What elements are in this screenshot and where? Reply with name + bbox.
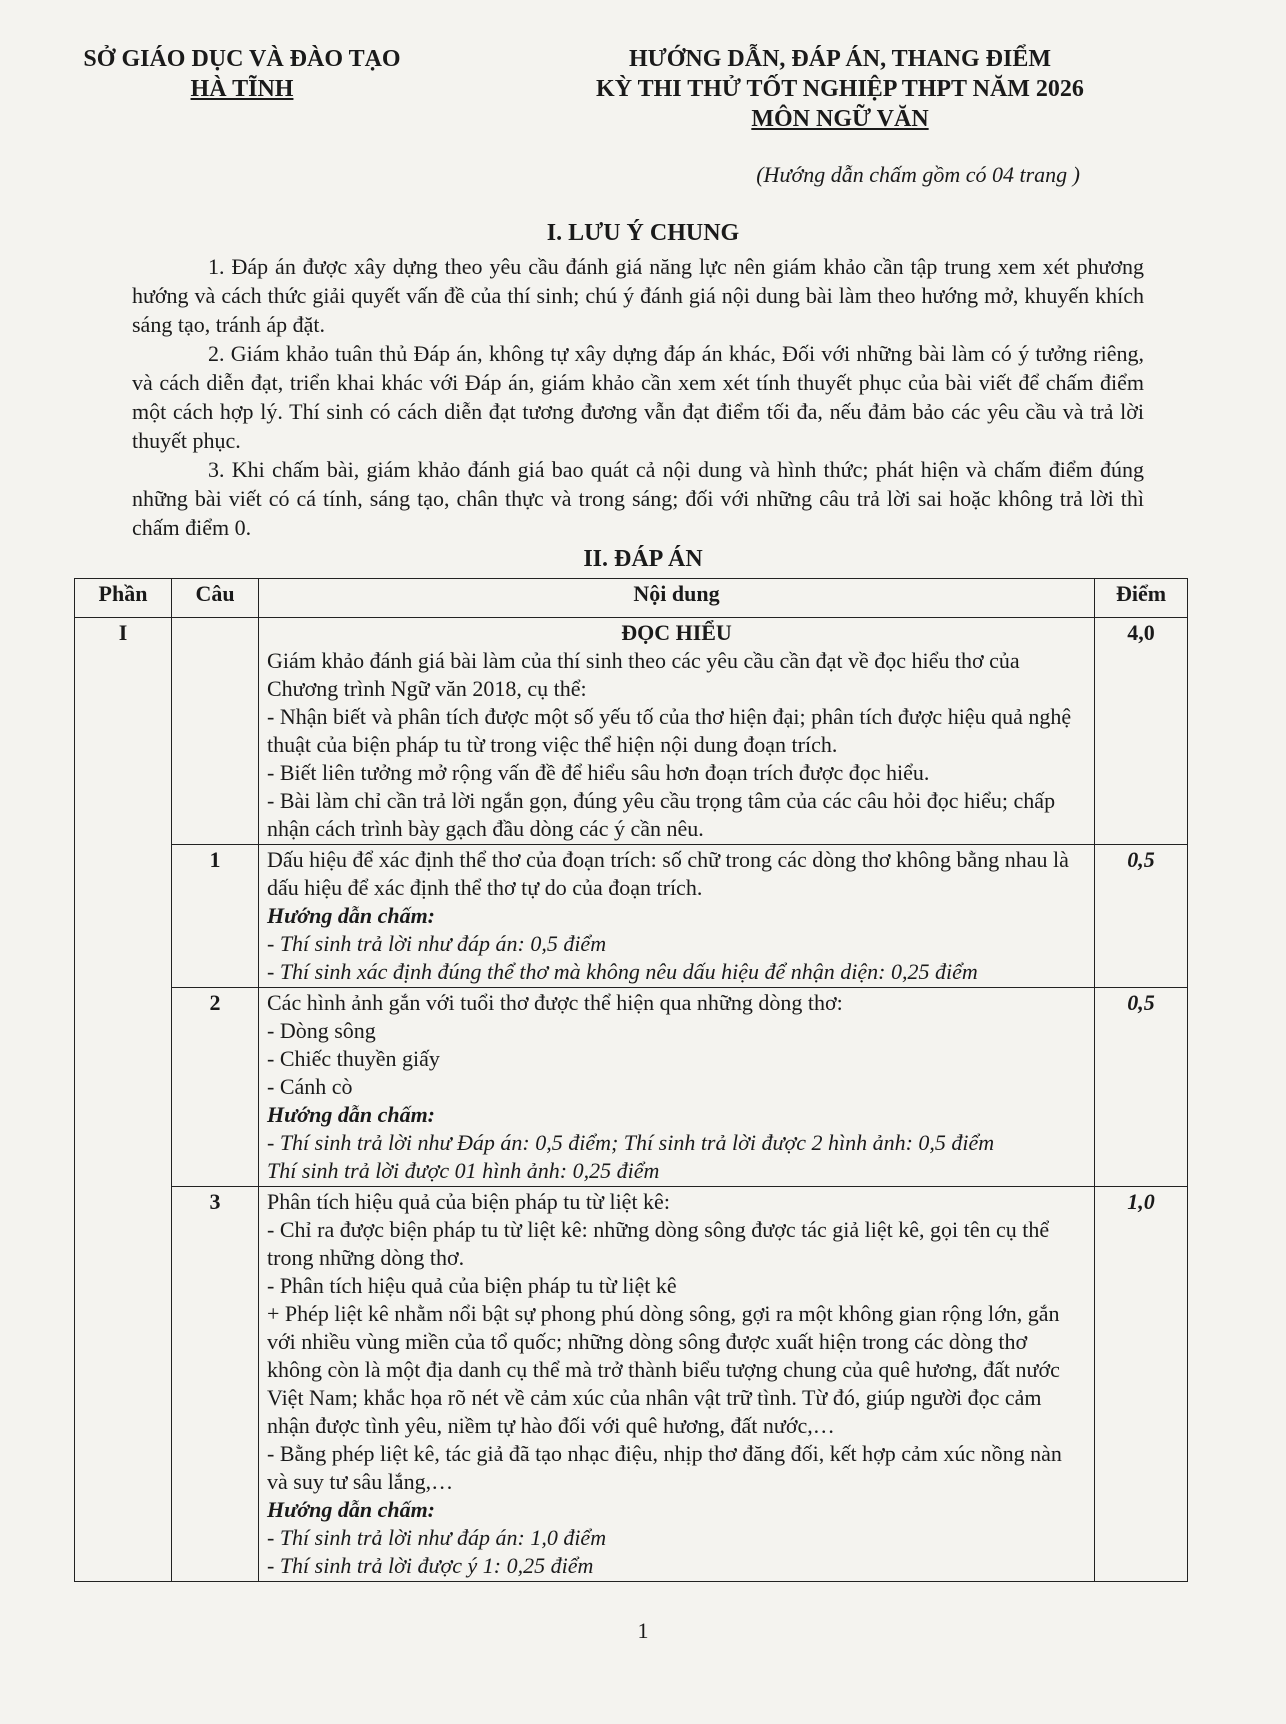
intro-line: - Biết liên tưởng mở rộng vấn đề để hiểu sâu hơn đoạn trích được đọc hiểu. <box>267 760 930 785</box>
header-diem: Điểm <box>1095 579 1188 618</box>
q2-item: - Chiếc thuyền giấy <box>267 1046 440 1071</box>
q2-guide-line: - Thí sinh trả lời như Đáp án: 0,5 điểm; Thí sinh trả lời được 2 hình ảnh: 0,5 điểm <box>267 1130 995 1155</box>
table-row-question-3 <box>75 1187 1188 1582</box>
title-line-1: HƯỚNG DẪN, ĐÁP ÁN, THANG ĐIỂM <box>628 46 1051 72</box>
page-count-note: (Hướng dẫn chấm gồm có 04 trang ) <box>756 162 1080 187</box>
note-paragraph-2: 2. Giám khảo tuân thủ Đáp án, không tự xây dựng đáp án khác, Đối với những bài làm có ý tưởng riêng, và cách diễn đạt, triển khai khác với Đáp án, giám khảo cần xem xét tính thuyết phục của bài viết để chấm điểm một cách hợp lý. Thí sinh có cách diễn đạt tương đương vẫn đạt điểm tối đa, nếu đảm bảo các yêu cầu và trả lời thuyết phục. <box>132 341 1144 453</box>
header-cau: Câu <box>172 579 259 618</box>
q3-line: - Chỉ ra được biện pháp tu từ liệt kê: những dòng sông được tác giả liệt kê, gọi tên cụ thể trong những dòng thơ. <box>267 1217 1050 1270</box>
cell-empty-cau <box>172 618 259 845</box>
q3-line: - Bằng phép liệt kê, tác giả đã tạo nhạc điệu, nhịp thơ đăng đối, kết hợp cảm xúc nồng nàn và suy tư sâu lắng,… <box>267 1441 1062 1494</box>
table-row-question-1 <box>75 845 1188 988</box>
cell-q2-number: 2 <box>172 988 259 1187</box>
cell-q1-content <box>259 845 1095 988</box>
table-row-part-intro <box>75 618 1188 845</box>
q3-guide-line: - Thí sinh trả lời được ý 1: 0,25 điểm <box>267 1553 594 1578</box>
q2-guide-label: Hướng dẫn chấm: <box>267 1102 436 1127</box>
cell-q2-content <box>259 988 1095 1187</box>
cell-q3-score: 1,0 <box>1095 1187 1188 1582</box>
cell-part-number: I <box>75 618 172 1582</box>
q2-item: - Dòng sông <box>267 1018 376 1043</box>
q1-answer: Dấu hiệu để xác định thể thơ của đoạn trích: số chữ trong các dòng thơ không bằng nhau là dấu hiệu để xác định thể thơ tự do của đoạn trích. <box>267 847 1069 900</box>
q1-guide-line: - Thí sinh xác định đúng thể thơ mà không nêu dấu hiệu để nhận diện: 0,25 điểm <box>267 959 978 984</box>
header-phan: Phần <box>75 579 172 618</box>
intro-line: - Bài làm chỉ cần trả lời ngắn gọn, đúng yêu cầu trọng tâm của các câu hỏi đọc hiểu; chấp nhận cách trình bày gạch đầu dòng các ý cần nêu. <box>267 788 1056 841</box>
cell-q1-score: 0,5 <box>1095 845 1188 988</box>
cell-q3-number: 3 <box>172 1187 259 1582</box>
table-header-row <box>75 579 1188 618</box>
q2-guide-line: Thí sinh trả lời được 01 hình ảnh: 0,25 điểm <box>267 1158 660 1183</box>
q2-item: - Cánh cò <box>267 1074 353 1099</box>
q3-line: + Phép liệt kê nhằm nổi bật sự phong phú dòng sông, gợi ra một không gian rộng lớn, gắn với nhiều vùng miền của tổ quốc; những dòng sông được xuất hiện trong các dòng thơ không còn là một địa danh cụ thể mà trở thành biểu tượng chung của quê hương, đất nước Việt Nam; khắc họa rõ nét về cảm xúc của nhân vật trữ tình. Từ đó, giúp người đọc cảm nhận được tình yêu, niềm tự hào đối với quê hương, đất nước,… <box>267 1301 1060 1438</box>
org-line-2: HÀ TĨNH <box>190 76 294 102</box>
q3-line: - Phân tích hiệu quả của biện pháp tu từ liệt kê <box>267 1273 677 1298</box>
q1-guide-label: Hướng dẫn chấm: <box>267 903 436 928</box>
cell-part-content <box>259 618 1095 845</box>
section-1-title: I. LƯU Ý CHUNG <box>546 220 740 246</box>
header-noi-dung: Nội dung <box>259 579 1095 618</box>
document-title <box>560 44 1120 134</box>
intro-line: Giám khảo đánh giá bài làm của thí sinh theo các yêu cầu cần đạt về đọc hiểu thơ của Chương trình Ngữ văn 2018, cụ thể: <box>267 648 1020 701</box>
cell-q1-number: 1 <box>172 845 259 988</box>
note-paragraph-1: 1. Đáp án được xây dựng theo yêu cầu đánh giá năng lực nên giám khảo cần tập trung xem xét phương hướng và cách thức giải quyết vấn đề của thí sinh; chú ý đánh giá nội dung bài làm theo hướng mở, khuyến khích sáng tạo, tránh áp đặt. <box>132 254 1144 337</box>
title-line-2: KỲ THI THỬ TỐT NGHIỆP THPT NĂM 2026 <box>596 76 1084 102</box>
cell-q2-score: 0,5 <box>1095 988 1188 1187</box>
q1-guide-line: - Thí sinh trả lời như đáp án: 0,5 điểm <box>267 931 607 956</box>
intro-line: - Nhận biết và phân tích được một số yếu tố của thơ hiện đại; phân tích được hiệu quả nghệ thuật của biện pháp tu từ trong việc thể hiện nội dung đoạn trích. <box>267 704 1072 757</box>
title-line-3: MÔN NGỮ VĂN <box>751 106 929 132</box>
note-paragraph-3: 3. Khi chấm bài, giám khảo đánh giá bao quát cả nội dung và hình thức; phát hiện và chấm điểm đúng những bài viết có cá tính, sáng tạo, chân thực và trong sáng; đối với những câu trả lời sai hoặc không trả lời thì chấm điểm 0. <box>132 457 1144 540</box>
answer-table <box>74 578 1188 1582</box>
issuing-organization <box>62 44 422 104</box>
page-number: 1 <box>637 1618 649 1643</box>
cell-q3-content <box>259 1187 1095 1582</box>
section-2-title: II. ĐÁP ÁN <box>583 546 703 572</box>
q3-line: Phân tích hiệu quả của biện pháp tu từ liệt kê: <box>267 1189 670 1214</box>
part-title: ĐỌC HIỂU <box>621 620 732 645</box>
q3-guide-line: - Thí sinh trả lời như đáp án: 1,0 điểm <box>267 1525 607 1550</box>
general-notes <box>132 252 1144 542</box>
q3-guide-label: Hướng dẫn chấm: <box>267 1497 436 1522</box>
q2-answer: Các hình ảnh gắn với tuổi thơ được thể hiện qua những dòng thơ: <box>267 990 843 1015</box>
table-row-question-2 <box>75 988 1188 1187</box>
org-line-1: SỞ GIÁO DỤC VÀ ĐÀO TẠO <box>83 46 401 72</box>
cell-part-score: 4,0 <box>1095 618 1188 845</box>
